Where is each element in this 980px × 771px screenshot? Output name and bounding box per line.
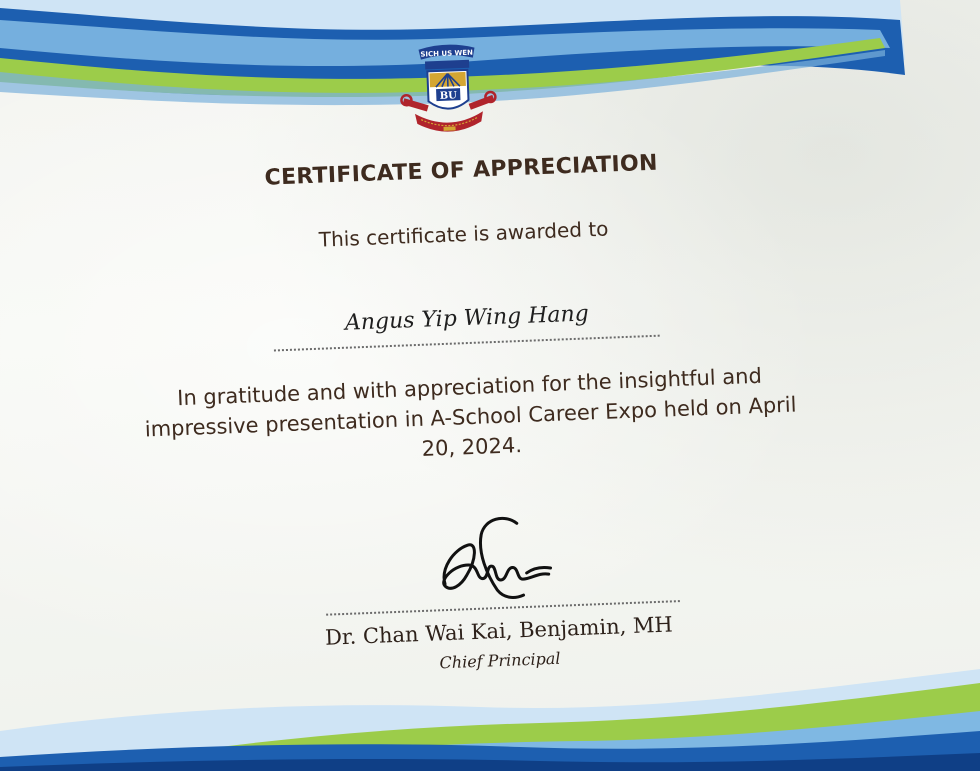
svg-text:SICH US WEN: SICH US WEN	[420, 48, 474, 59]
signer-title: Chief Principal	[439, 648, 561, 673]
handwritten-signature-icon	[424, 501, 578, 607]
svg-text:BU: BU	[439, 90, 458, 102]
recipient-dotted-line	[274, 335, 660, 352]
signer-name: Dr. Chan Wai Kai, Benjamin, MH	[324, 612, 674, 650]
school-crest-icon	[396, 39, 500, 141]
awarded-to-text: This certificate is awarded to	[318, 216, 609, 252]
appreciation-text: In gratitude and with appreciation for the insightful and impressive presentation in A-School Career Expo held on April 20, 2024.	[144, 363, 797, 461]
certificate-title: CERTIFICATE OF APPRECIATION	[264, 150, 659, 191]
recipient-name: Angus Yip Wing Hang	[344, 301, 590, 336]
